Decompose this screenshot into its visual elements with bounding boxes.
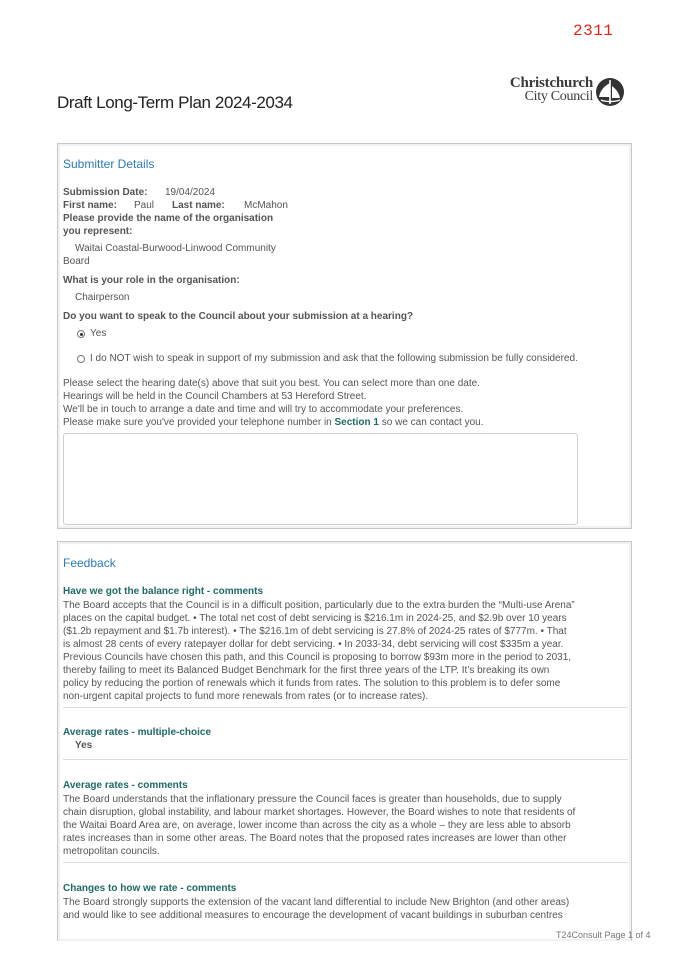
text-line: chain disruption, global instability, and labour market shortages. However, the Board wishes to note that residents of: [63, 807, 576, 818]
hearing-info-text: Please make sure you've provided your telephone number in: [63, 417, 335, 428]
average-rates-comments-text: [63, 793, 578, 858]
page-footer: T24Consult Page 1 of 4: [556, 930, 651, 940]
logo-line1: Christchurch: [509, 75, 593, 91]
hearing-question: Do you want to speak to the Council about your submission at a hearing?: [63, 311, 414, 322]
organisation-name-cont: Board: [63, 256, 90, 267]
text-line: rates increases than in some other areas. The Board notes that the proposed rates increases are lower than other: [63, 833, 567, 844]
logo-line2: City Council: [524, 89, 593, 104]
first-name-label: First name:: [63, 200, 117, 211]
text-line: The Board strongly supports the extension of the vacant land differential to include New Brighton (and other areas): [63, 897, 570, 908]
text-line: ($1.2b repayment and $1.7b interest). • The $216.1m of debt servicing is 27.8% of 2024-25 rates of $777m. • That: [63, 626, 567, 637]
feedback-heading: Feedback: [63, 556, 116, 570]
document-title: Draft Long-Term Plan 2024-2034: [57, 93, 293, 112]
organisation-question-cont: you represent:: [63, 226, 133, 237]
submitter-details-panel: [57, 143, 632, 529]
hearing-no-radio[interactable]: [77, 355, 85, 363]
hearing-no-label: I do NOT wish to speak in support of my submission and ask that the following submission be fully considered.: [90, 353, 578, 364]
submitter-details-heading: Submitter Details: [63, 157, 155, 171]
hearing-info-text-end: so we can contact you.: [378, 417, 484, 428]
hearing-info-line4: [63, 417, 484, 428]
balance-comments-text: [63, 599, 578, 703]
rating-changes-heading: Changes to how we rate - comments: [63, 883, 237, 894]
organisation-name: Waitai Coastal-Burwood-Linwood Community: [75, 243, 276, 254]
text-line: The Board accepts that the Council is in a difficult position, particularly due to the extra burden the “Multi-use Arena”: [63, 600, 575, 611]
text-line: policy by reducing the portion of renewals which it funds from rates. The solution to this problem is to defer some: [63, 678, 561, 689]
text-line: The Board understands that the inflationary pressure the Council faces is greater than households, due to supply: [63, 794, 562, 805]
hearing-yes-label: Yes: [90, 328, 107, 339]
divider: [63, 862, 628, 863]
text-line: places on the capital budget. • The total net cost of debt servicing is $216.1m in 2024-25, and $2.9b over 10 years: [63, 613, 567, 624]
hearing-info-line1: Please select the hearing date(s) above that suit you best. You can select more than one date.: [63, 378, 480, 389]
text-line: Previous Councils have chosen this path, and this Council is proposing to borrow $93m more in the period to 2031,: [63, 652, 572, 663]
text-line: the Waitai Board Area are, on average, lower income than across the city as a whole – they are less able to absorb: [63, 820, 571, 831]
average-rates-choice-heading: Average rates - multiple-choice: [63, 727, 212, 738]
submission-date-value: 19/04/2024: [165, 187, 216, 198]
role-question: What is your role in the organisation:: [63, 275, 240, 286]
text-line: non-urgent capital projects to fund more renewals from rates (or to increase rates).: [63, 691, 429, 702]
rating-changes-text: [63, 896, 578, 922]
feedback-panel: [57, 541, 632, 941]
text-line: is almost 28 cents of every ratepayer dollar for debt servicing. • In 2033-34, debt servicing will cost $335m a year.: [63, 639, 564, 650]
text-line: metropolitan councils.: [63, 846, 160, 857]
last-name-label: Last name:: [172, 200, 225, 211]
average-rates-choice-answer: Yes: [75, 740, 93, 751]
submission-date-label: Submission Date:: [63, 187, 148, 198]
balance-comments-heading: Have we got the balance right - comments: [63, 586, 264, 597]
page-number: 2311: [573, 22, 614, 40]
average-rates-comments-heading: Average rates - comments: [63, 780, 188, 791]
divider: [63, 707, 628, 708]
hearing-info-line3: We'll be in touch to arrange a date and time and will try to accommodate your preferences.: [63, 404, 464, 415]
text-line: thereby failing to meet its Balanced Budget Benchmark for the first three years of the LTP. It’s breaking its own: [63, 665, 550, 676]
council-emblem-icon: [595, 77, 625, 107]
first-name-value: Paul: [134, 200, 155, 211]
divider: [63, 759, 628, 760]
text-line: and would like to see additional measures to encourage the development of vacant buildings in suburban centres: [63, 910, 563, 921]
hearing-yes-radio[interactable]: [77, 330, 85, 338]
council-logo: [498, 76, 628, 108]
hearing-notes-textarea[interactable]: [63, 433, 578, 525]
hearing-info-line2: Hearings will be held in the Council Chambers at 53 Hereford Street.: [63, 391, 367, 402]
section-1-link[interactable]: Section 1: [334, 417, 379, 428]
last-name-value: McMahon: [244, 200, 288, 211]
organisation-question: Please provide the name of the organisation: [63, 213, 274, 224]
role-value: Chairperson: [75, 292, 130, 303]
